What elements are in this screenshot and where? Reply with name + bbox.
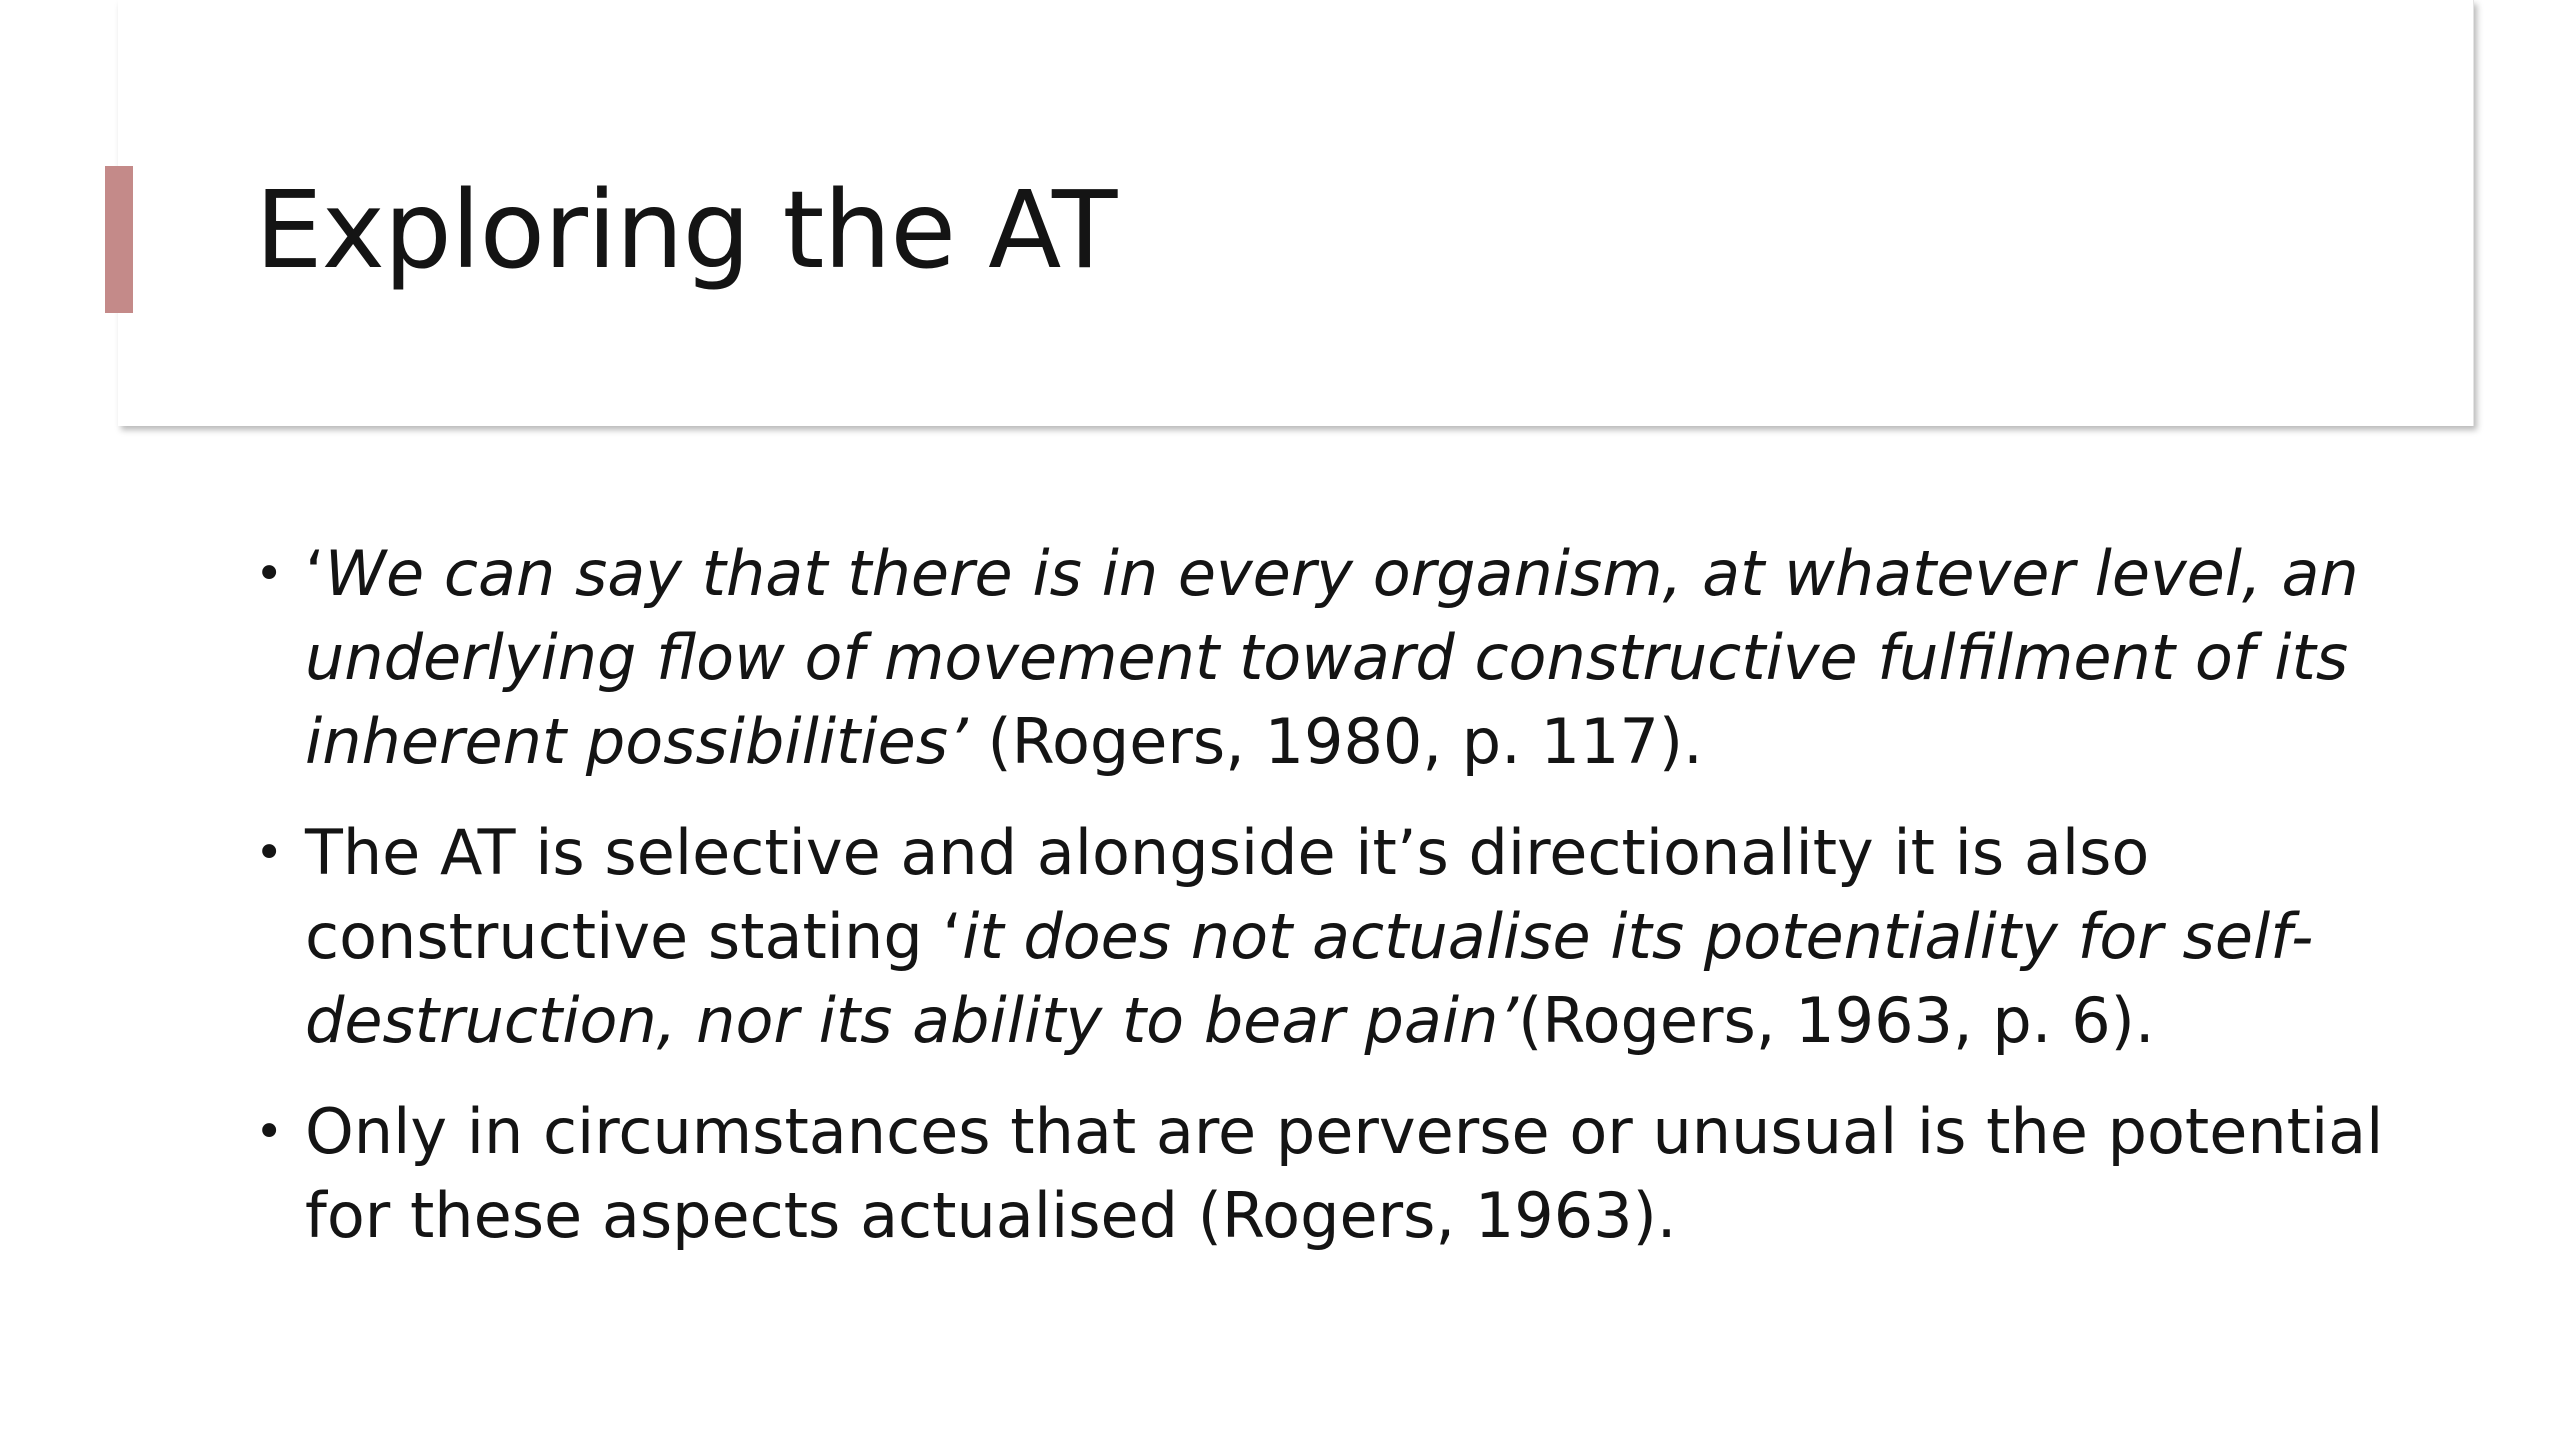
bullet-marker: •: [255, 825, 284, 881]
citation-text: (Rogers, 1980, p. 117).: [967, 705, 1703, 778]
bullet-item-3: [255, 1090, 2405, 1258]
bullet-marker: •: [255, 1104, 284, 1160]
open-quote-mark: ‘: [305, 537, 325, 610]
slide-title: Exploring the AT: [255, 169, 1117, 293]
quote-text: We can say that there is in every organism, at whatever level, an underlying flow of movement toward constructive fulfilment of its inherent possibilities: [305, 537, 2359, 778]
lead-text: The AT is selective and alongside it’s directionality it is also constructive stating ‘: [305, 816, 2150, 973]
quote-text: it does not actualise its potentiality for self-destruction, nor its ability to bear pain’: [305, 900, 2314, 1057]
bullet-item-2: [255, 811, 2405, 1063]
close-quote-mark: ’: [948, 705, 968, 778]
bullet-item-1: [255, 532, 2405, 784]
bullet-list: [255, 532, 2405, 1285]
bullet-marker: •: [255, 546, 284, 602]
citation-text: (Rogers, 1963, p. 6).: [1518, 984, 2155, 1057]
title-accent-bar: [105, 166, 133, 313]
bullet-text: Only in circumstances that are perverse or unusual is the potential for these aspects actualised (Rogers, 1963).: [305, 1095, 2384, 1252]
